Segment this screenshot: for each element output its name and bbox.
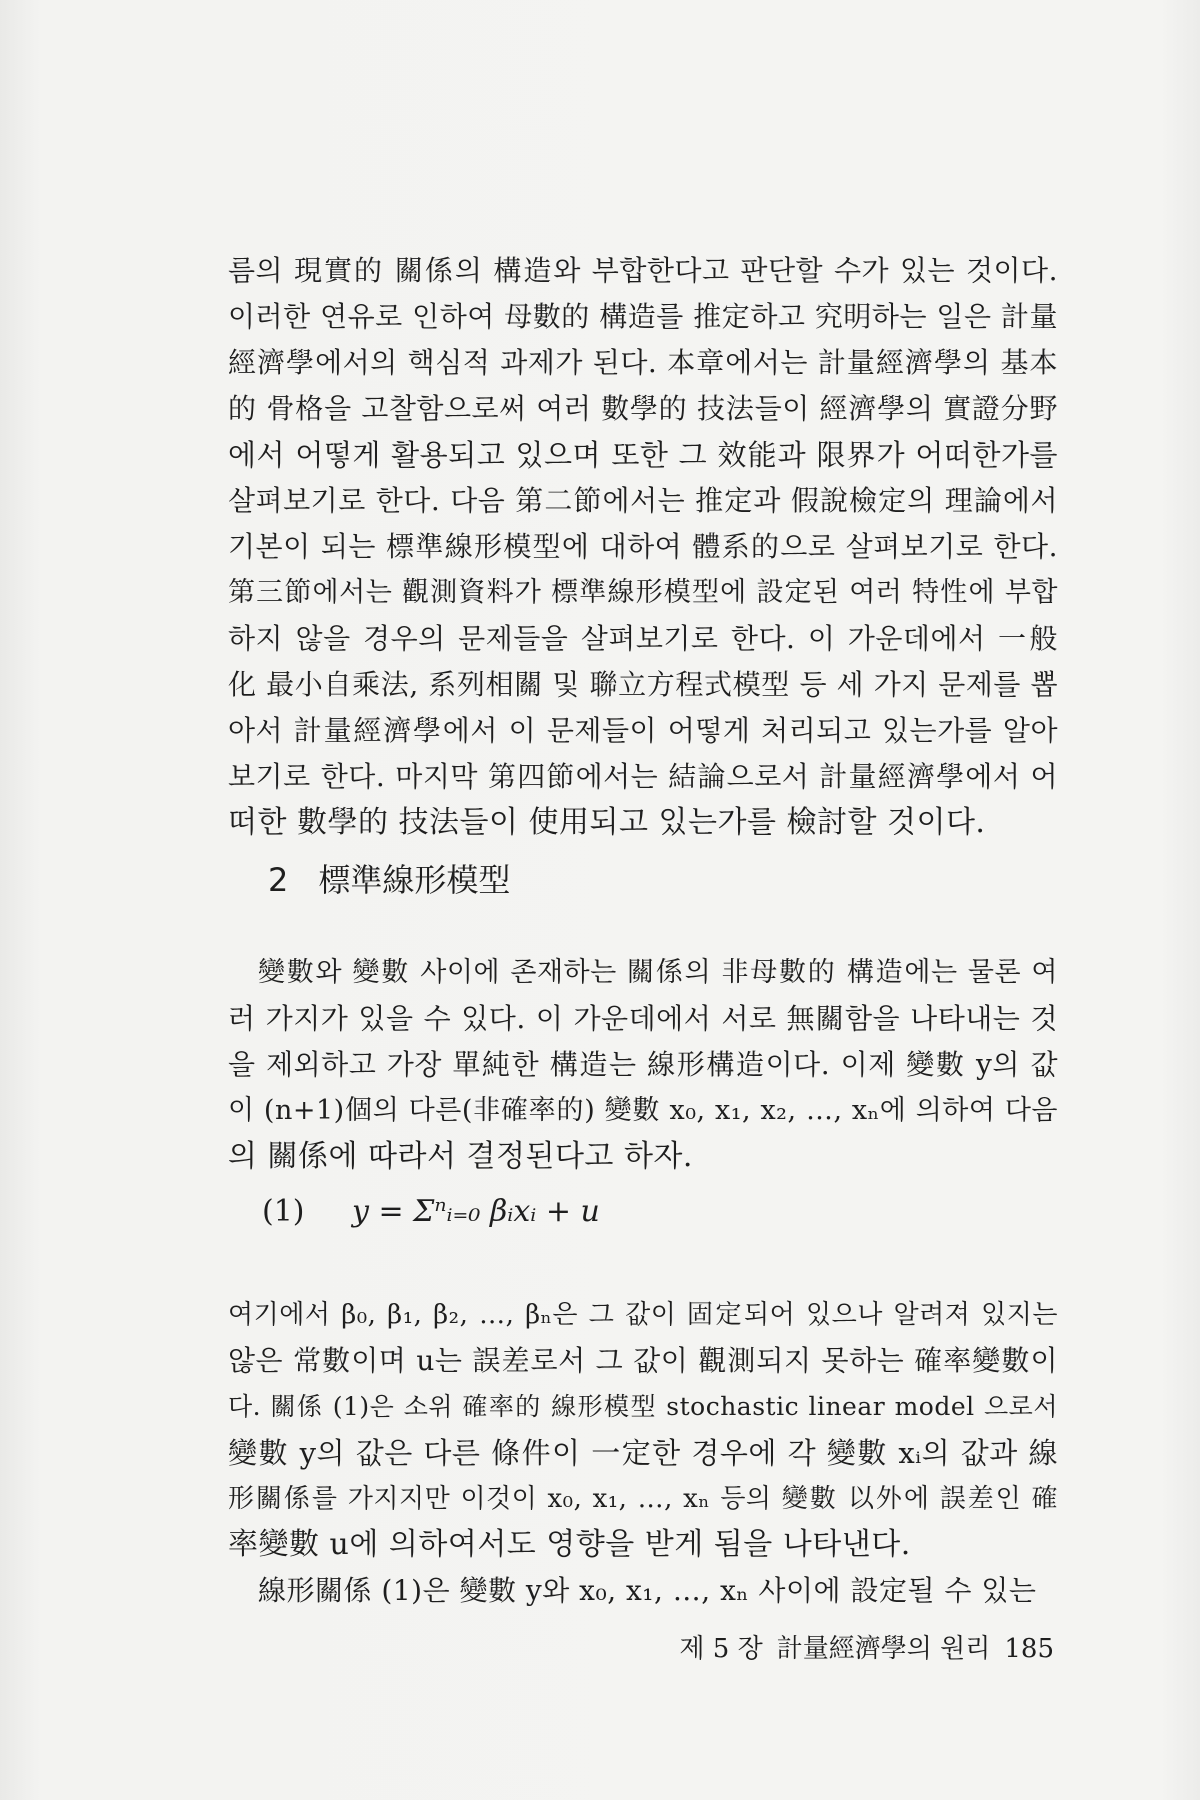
text-line: 에서 어떻게 활용되고 있으며 또한 그 效能과 限界가 어떠한가를 bbox=[228, 438, 1058, 472]
text-line: 않은 常數이며 u는 誤差로서 그 값이 觀測되지 못하는 確率變數이 bbox=[228, 1344, 1058, 1377]
text-line: 름의 現實的 關係의 構造와 부합한다고 판단할 수가 있는 것이다. bbox=[228, 254, 1058, 287]
text-line: 線形關係 (1)은 變數 y와 x₀, x₁, …, xₙ 사이에 設定될 수 있는 bbox=[258, 1574, 1037, 1607]
text-line: 하지 않을 경우의 문제들을 살펴보기로 한다. 이 가운데에서 一般 bbox=[228, 622, 1058, 655]
text-line: 化 最小自乘法, 系列相關 및 聯立方程式模型 등 세 가지 문제를 뽑 bbox=[228, 668, 1058, 701]
equation-formula: y = Σⁿᵢ₌₀ βᵢxᵢ + u bbox=[352, 1194, 600, 1229]
paragraph-continuation bbox=[228, 1568, 1058, 1614]
footer-chapter: 제 5 장 bbox=[679, 1634, 763, 1664]
text-line: 經濟學에서의 핵심적 과제가 된다. 本章에서는 計量經濟學의 基本 bbox=[228, 346, 1058, 379]
equation-number: (1) bbox=[262, 1194, 305, 1229]
text-line: 이러한 연유로 인하여 母數的 構造를 推定하고 究明하는 일은 計量 bbox=[228, 300, 1058, 333]
text-line: 보기로 한다. 마지막 第四節에서는 結論으로서 計量經濟學에서 어 bbox=[228, 760, 1058, 793]
paragraph-parameters bbox=[228, 1292, 1058, 1568]
paragraph-intro bbox=[228, 248, 1058, 846]
text-line: 이 (n+1)個의 다른(非確率的) 變數 x₀, x₁, x₂, …, xₙ에 의하여 다음 bbox=[228, 1095, 1058, 1126]
text-line: 다. 關係 (1)은 소위 確率的 線形模型 stochastic linear model 으로서 bbox=[228, 1392, 1058, 1421]
text-line: 살펴보기로 한다. 다음 第二節에서는 推定과 假說檢定의 理論에서 bbox=[228, 484, 1058, 517]
page-footer bbox=[665, 1632, 1054, 1666]
footer-chapter-title: 計量經濟學의 원리 bbox=[776, 1634, 991, 1664]
text-line: 떠한 數學的 技法들이 使用되고 있는가를 檢討할 것이다. bbox=[228, 805, 986, 840]
section-title: 標準線形模型 bbox=[318, 861, 511, 899]
text-line: 을 제외하고 가장 單純한 構造는 線形構造이다. 이제 變數 y의 값 bbox=[228, 1048, 1058, 1081]
paragraph-linear-structure bbox=[228, 950, 1058, 1180]
text-line: 여기에서 β₀, β₁, β₂, …, βₙ은 그 값이 固定되어 있으나 알려져 있지는 bbox=[228, 1300, 1058, 1330]
equation-1 bbox=[262, 1192, 600, 1232]
text-line: 的 骨格을 고찰함으로써 여러 數學的 技法들이 經濟學의 實證分野 bbox=[228, 392, 1058, 425]
text-line: 기본이 되는 標準線形模型에 대하여 體系的으로 살펴보기로 한다. bbox=[228, 530, 1058, 563]
text-line: 變數 y의 값은 다른 條件이 一定한 경우에 각 變數 xᵢ의 값과 線 bbox=[228, 1436, 1058, 1470]
text-line: 의 關係에 따라서 결정된다고 하자. bbox=[228, 1139, 693, 1174]
section-number: 2 bbox=[268, 861, 289, 899]
text-line: 形關係를 가지지만 이것이 x₀, x₁, …, xₙ 등의 變數 以外에 誤差인 確 bbox=[228, 1484, 1058, 1514]
text-line: 아서 計量經濟學에서 이 문제들이 어떻게 처리되고 있는가를 알아 bbox=[228, 714, 1058, 747]
text-line: 러 가지가 있을 수 있다. 이 가운데에서 서로 無關함을 나타내는 것 bbox=[228, 1002, 1058, 1035]
text-line: 第三節에서는 觀測資料가 標準線形模型에 設定된 여러 特性에 부합 bbox=[228, 577, 1058, 608]
text-line: 率變數 u에 의하여서도 영향을 받게 됨을 나타낸다. bbox=[228, 1527, 911, 1562]
text-line: 變數와 變數 사이에 존재하는 關係의 非母數的 構造에는 물론 여 bbox=[258, 957, 1058, 988]
section-heading bbox=[268, 860, 510, 900]
page-number: 185 bbox=[1004, 1634, 1054, 1664]
